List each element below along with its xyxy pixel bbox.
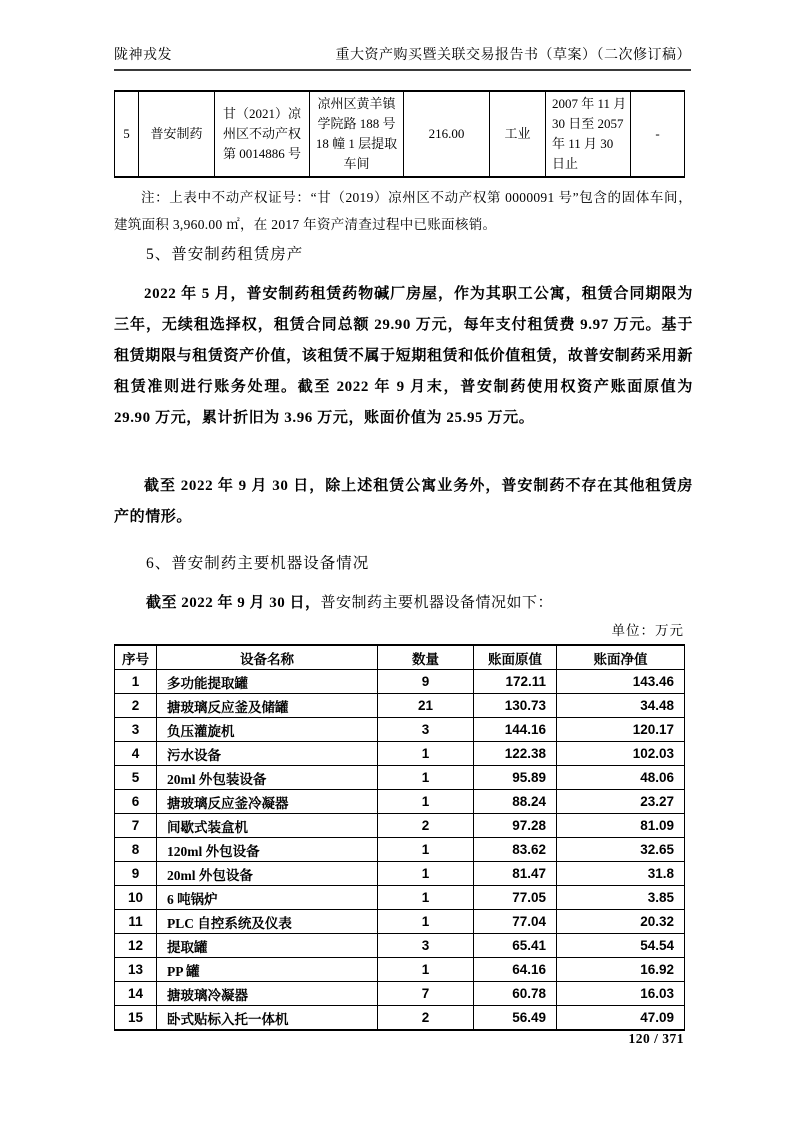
cell-net-value: 54.54 <box>557 934 685 958</box>
cell-index: 5 <box>115 91 139 177</box>
cell-net-value: 23.27 <box>557 790 685 814</box>
header-full-title: 重大资产购买暨关联交易报告书（草案）（二次修订稿） <box>335 48 691 63</box>
section-5-heading: 5、普安制药租赁房产 <box>146 246 304 263</box>
table-row <box>115 790 685 814</box>
table-row <box>115 718 685 742</box>
cell-original-value: 65.41 <box>474 934 557 958</box>
cell-original-value: 77.04 <box>474 910 557 934</box>
cell-name: 搪玻璃反应釜及储罐 <box>157 694 378 718</box>
cell-net-value: 48.06 <box>557 766 685 790</box>
cell-qty: 3 <box>378 718 474 742</box>
cell-index: 2 <box>115 694 157 718</box>
cell-qty: 2 <box>378 814 474 838</box>
cell-name: 多功能提取罐 <box>157 670 378 694</box>
col-header-original-value: 账面原值 <box>474 645 557 670</box>
cell-name: 间歇式装盒机 <box>157 814 378 838</box>
cell-original-value: 77.05 <box>474 886 557 910</box>
cell-index: 3 <box>115 718 157 742</box>
cell-qty: 1 <box>378 790 474 814</box>
section-6-heading: 6、普安制药主要机器设备情况 <box>146 555 370 572</box>
cell-name: PLC 自控系统及仪表 <box>157 910 378 934</box>
cell-qty: 1 <box>378 742 474 766</box>
table-row <box>115 838 685 862</box>
cell-index: 8 <box>115 838 157 862</box>
note-text: 注：上表中不动产权证号：“甘（2019）凉州区不动产权第 0000091 号”包含的固体车间，建筑面积 3,960.00 ㎡，在 2017 年资产清查过程中已账面核销。 <box>114 190 692 232</box>
cell-net-value: 102.03 <box>557 742 685 766</box>
cell-name: PP 罐 <box>157 958 378 982</box>
cell-original-value: 122.38 <box>474 742 557 766</box>
property-table-row <box>115 91 685 177</box>
col-header-qty: 数量 <box>378 645 474 670</box>
cell-index: 11 <box>115 910 157 934</box>
cell-qty: 2 <box>378 1006 474 1031</box>
cell-name: 提取罐 <box>157 934 378 958</box>
cell-qty: 1 <box>378 958 474 982</box>
table-row <box>115 814 685 838</box>
cell-original-value: 64.16 <box>474 958 557 982</box>
cell-net-value: 16.92 <box>557 958 685 982</box>
cell-original-value: 144.16 <box>474 718 557 742</box>
cell-term: 2007 年 11 月 30 日至 2057 年 11 月 30 日止 <box>546 91 631 177</box>
cell-name: 20ml 外包设备 <box>157 862 378 886</box>
cell-index: 1 <box>115 670 157 694</box>
cell-net-value: 34.48 <box>557 694 685 718</box>
equipment-header-row <box>115 645 685 670</box>
cell-original-value: 95.89 <box>474 766 557 790</box>
cell-original-value: 97.28 <box>474 814 557 838</box>
page-number: 120 / 371 <box>628 1031 684 1046</box>
cell-area: 216.00 <box>404 91 490 177</box>
cell-usage: 工业 <box>490 91 546 177</box>
table-row <box>115 910 685 934</box>
table-row <box>115 1006 685 1031</box>
cell-name: 20ml 外包装设备 <box>157 766 378 790</box>
cell-name: 负压灌旋机 <box>157 718 378 742</box>
cell-index: 10 <box>115 886 157 910</box>
paragraph-lease-details: 2022 年 5 月，普安制药租赁药物碱厂房屋，作为其职工公寓，租赁合同期限为三年，无续租选择权，租赁合同总额 29.90 万元，每年支付租赁费 9.97 万元。基于租赁期限与租赁资产价值，该租赁不属于短期租赁和低价值租赁，故普安制药采用新租赁准则进行账务处理。截至 2022 年 9 月末，普安制药使用权资产账面原值为 29.90 万元，累计折旧为 3.96 万元，账面价值为 25.95 万元。 <box>114 286 693 426</box>
cell-remark: - <box>631 91 685 177</box>
col-header-name: 设备名称 <box>157 645 378 670</box>
equipment-intro <box>146 591 693 612</box>
cell-original-value: 88.24 <box>474 790 557 814</box>
cell-certificate-no: 甘（2021）凉州区不动产权第 0014886 号 <box>215 91 310 177</box>
cell-qty: 9 <box>378 670 474 694</box>
cell-net-value: 32.65 <box>557 838 685 862</box>
unit-label: 单位：万元 <box>611 623 684 638</box>
cell-net-value: 81.09 <box>557 814 685 838</box>
cell-owner: 普安制药 <box>139 91 215 177</box>
cell-name: 6 吨锅炉 <box>157 886 378 910</box>
cell-original-value: 81.47 <box>474 862 557 886</box>
page-header <box>114 44 691 71</box>
cell-qty: 1 <box>378 886 474 910</box>
cell-name: 搪玻璃反应釜冷凝器 <box>157 790 378 814</box>
cell-qty: 1 <box>378 910 474 934</box>
table-row <box>115 694 685 718</box>
cell-name: 搪玻璃冷凝器 <box>157 982 378 1006</box>
cell-index: 14 <box>115 982 157 1006</box>
cell-original-value: 172.11 <box>474 670 557 694</box>
cell-qty: 1 <box>378 838 474 862</box>
table-row <box>115 982 685 1006</box>
equipment-intro-date: 截至 2022 年 9 月 30 日， <box>146 595 321 611</box>
cell-qty: 21 <box>378 694 474 718</box>
table-row <box>115 886 685 910</box>
table-row <box>115 766 685 790</box>
table-row <box>115 862 685 886</box>
table-row <box>115 958 685 982</box>
col-header-net-value: 账面净值 <box>557 645 685 670</box>
table-row <box>115 670 685 694</box>
cell-address: 凉州区黄羊镇学院路 188 号 18 幢 1 层提取车间 <box>310 91 404 177</box>
cell-name: 120ml 外包设备 <box>157 838 378 862</box>
cell-net-value: 120.17 <box>557 718 685 742</box>
cell-name: 污水设备 <box>157 742 378 766</box>
cell-index: 6 <box>115 790 157 814</box>
cell-index: 7 <box>115 814 157 838</box>
col-header-index: 序号 <box>115 645 157 670</box>
cell-net-value: 47.09 <box>557 1006 685 1031</box>
cell-qty: 7 <box>378 982 474 1006</box>
cell-index: 5 <box>115 766 157 790</box>
cell-qty: 3 <box>378 934 474 958</box>
cell-original-value: 130.73 <box>474 694 557 718</box>
cell-index: 15 <box>115 1006 157 1031</box>
cell-net-value: 20.32 <box>557 910 685 934</box>
cell-net-value: 143.46 <box>557 670 685 694</box>
cell-original-value: 83.62 <box>474 838 557 862</box>
cell-qty: 1 <box>378 862 474 886</box>
table-row <box>115 742 685 766</box>
cell-index: 4 <box>115 742 157 766</box>
property-table <box>114 90 685 178</box>
cell-index: 12 <box>115 934 157 958</box>
cell-net-value: 16.03 <box>557 982 685 1006</box>
cell-net-value: 31.8 <box>557 862 685 886</box>
equipment-table <box>114 644 685 1031</box>
cell-index: 9 <box>115 862 157 886</box>
cell-name: 卧式贴标入托一体机 <box>157 1006 378 1031</box>
equipment-intro-rest: 普安制药主要机器设备情况如下： <box>320 595 554 611</box>
cell-original-value: 56.49 <box>474 1006 557 1031</box>
cell-original-value: 60.78 <box>474 982 557 1006</box>
cell-index: 13 <box>115 958 157 982</box>
cell-net-value: 3.85 <box>557 886 685 910</box>
paragraph-lease-scope: 截至 2022 年 9 月 30 日，除上述租赁公寓业务外，普安制药不存在其他租赁房产的情形。 <box>114 478 693 525</box>
cell-qty: 1 <box>378 766 474 790</box>
table-row <box>115 934 685 958</box>
header-short-title: 陇神戎发 <box>114 48 172 63</box>
